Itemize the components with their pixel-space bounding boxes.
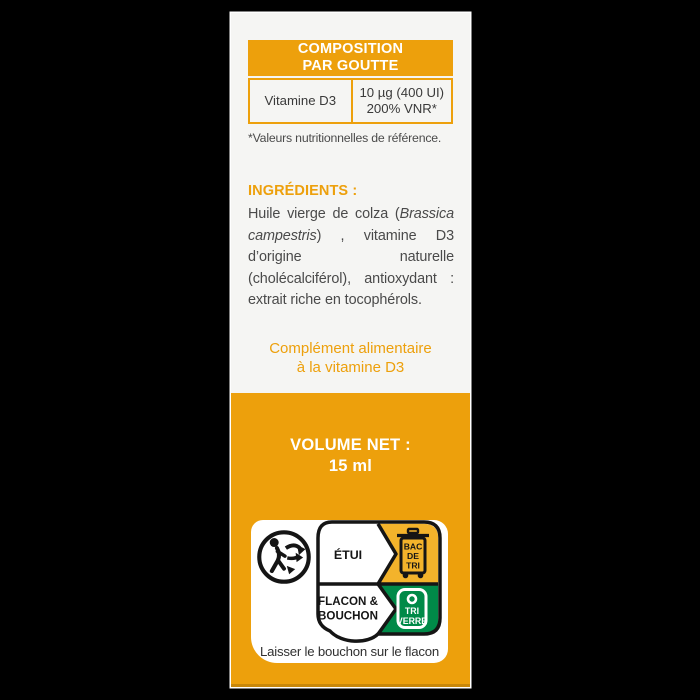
amount-line1: 10 µg (400 UI) [359, 85, 445, 100]
flacon-label-line2: BOUCHON [318, 609, 378, 623]
composition-header-line2: PAR GOUTTE [302, 58, 399, 74]
amount-cell [351, 80, 452, 122]
cap-instruction-note: Laisser le bouchon sur le flacon [259, 644, 440, 659]
triman-recycling-icon [256, 529, 312, 585]
tri-verre-line1: TRI [404, 606, 420, 616]
flacon-label-line1: FLACON & [318, 595, 378, 608]
vnr-footnote: *Valeurs nutritionnelles de référence. [248, 131, 442, 145]
bac-de-tri-line1: BAC [403, 541, 423, 552]
ingredients-text [248, 204, 454, 312]
recycling-instructions-box [251, 520, 448, 663]
product-tagline [231, 339, 470, 377]
nutrient-name: Vitamine D3 [264, 93, 337, 108]
composition-header [248, 40, 453, 76]
info-tri-sorting-icon [316, 520, 442, 646]
bac-de-tri-line2: DE [407, 551, 419, 561]
nutrient-cell [250, 80, 351, 122]
composition-header-line1: COMPOSITION [297, 41, 404, 57]
ingredients-text-part2: ) , vitamine D3 d’origine naturelle (cholécalciférol), antioxydant : extrait riche en tocophérols. [248, 227, 454, 309]
ingredients-text-part1: Huile vierge de colza ( [248, 206, 400, 222]
bac-de-tri-line3: TRI [406, 560, 420, 571]
net-volume-label: VOLUME NET : [290, 436, 411, 454]
composition-table [248, 78, 453, 124]
tagline-line1: Complément alimentaire [269, 340, 432, 357]
tri-verre-line2: VERRE [396, 616, 428, 626]
net-volume-value: 15 ml [328, 457, 373, 475]
etui-label: ÉTUI [333, 548, 363, 562]
orange-bottom-section [231, 393, 470, 687]
amount-line2: 200% VNR* [366, 101, 437, 116]
tagline-line2: à la vitamine D3 [296, 359, 405, 376]
ingredients-title: INGRÉDIENTS : [248, 183, 358, 199]
ingredients-latin-name: Brassica campestris [248, 206, 454, 244]
net-volume [231, 435, 470, 477]
product-label [231, 13, 470, 687]
